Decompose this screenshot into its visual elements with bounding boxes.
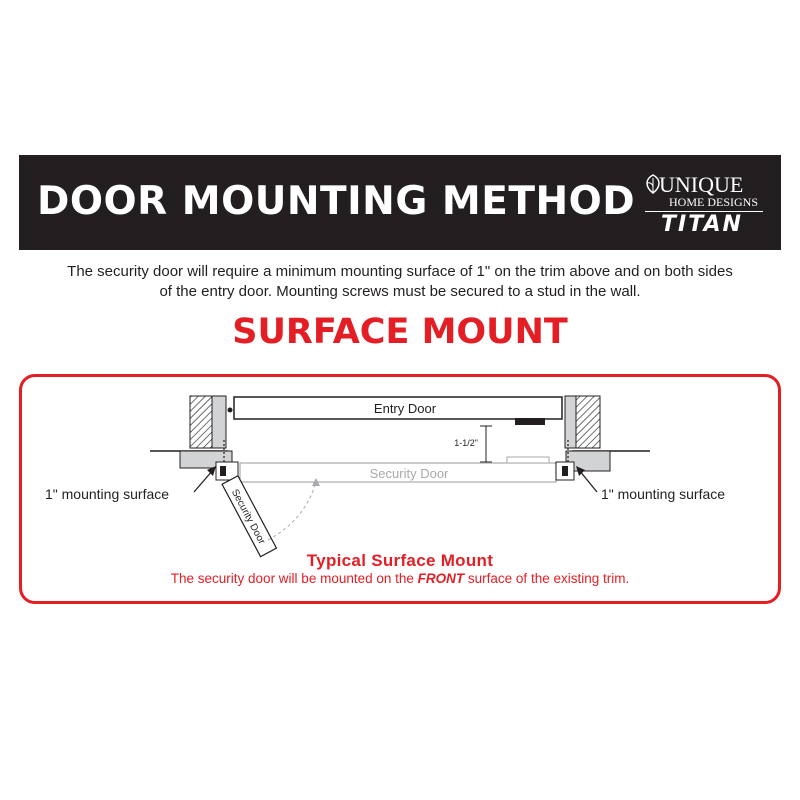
section-title: SURFACE MOUNT [232, 312, 568, 352]
left-wall-section [180, 396, 233, 470]
door-handle [515, 418, 545, 425]
logo-brand-sub: HOME DESIGNS [669, 195, 759, 209]
caption-text-after: surface of the existing trim. [464, 571, 630, 586]
security-door-hardware [507, 457, 549, 463]
page-title: DOOR MOUNTING METHOD [37, 179, 636, 224]
left-leader-arrow [194, 466, 216, 492]
entry-door-label: Entry Door [373, 401, 437, 416]
right-wall-section [565, 396, 610, 471]
caption-title: Typical Surface Mount [306, 551, 494, 570]
logo-brand-top: UNIQUE [659, 172, 744, 197]
swing-door-label: Security Door [228, 487, 267, 547]
logo-brand-bottom: TITAN [661, 212, 743, 237]
dimension-label: 1-1/2" [454, 438, 478, 448]
left-mounting-surface-label: 1" mounting surface [45, 486, 170, 502]
security-door-label: Security Door [369, 466, 449, 481]
swing-security-door [222, 476, 276, 557]
intro-line-1: The security door will require a minimum mounting surface of 1" on the trim above and on both sides [67, 263, 733, 280]
caption-text-before: The security door will be mounted on the [170, 571, 418, 586]
swing-arc [268, 482, 316, 540]
intro-line-2: of the entry door. Mounting screws must be secured to a stud in the wall. [159, 283, 641, 300]
caption-emphasis: FRONT [417, 571, 465, 586]
caption-text [0, 570, 800, 588]
right-mounting-surface-label: 1" mounting surface [601, 486, 726, 502]
